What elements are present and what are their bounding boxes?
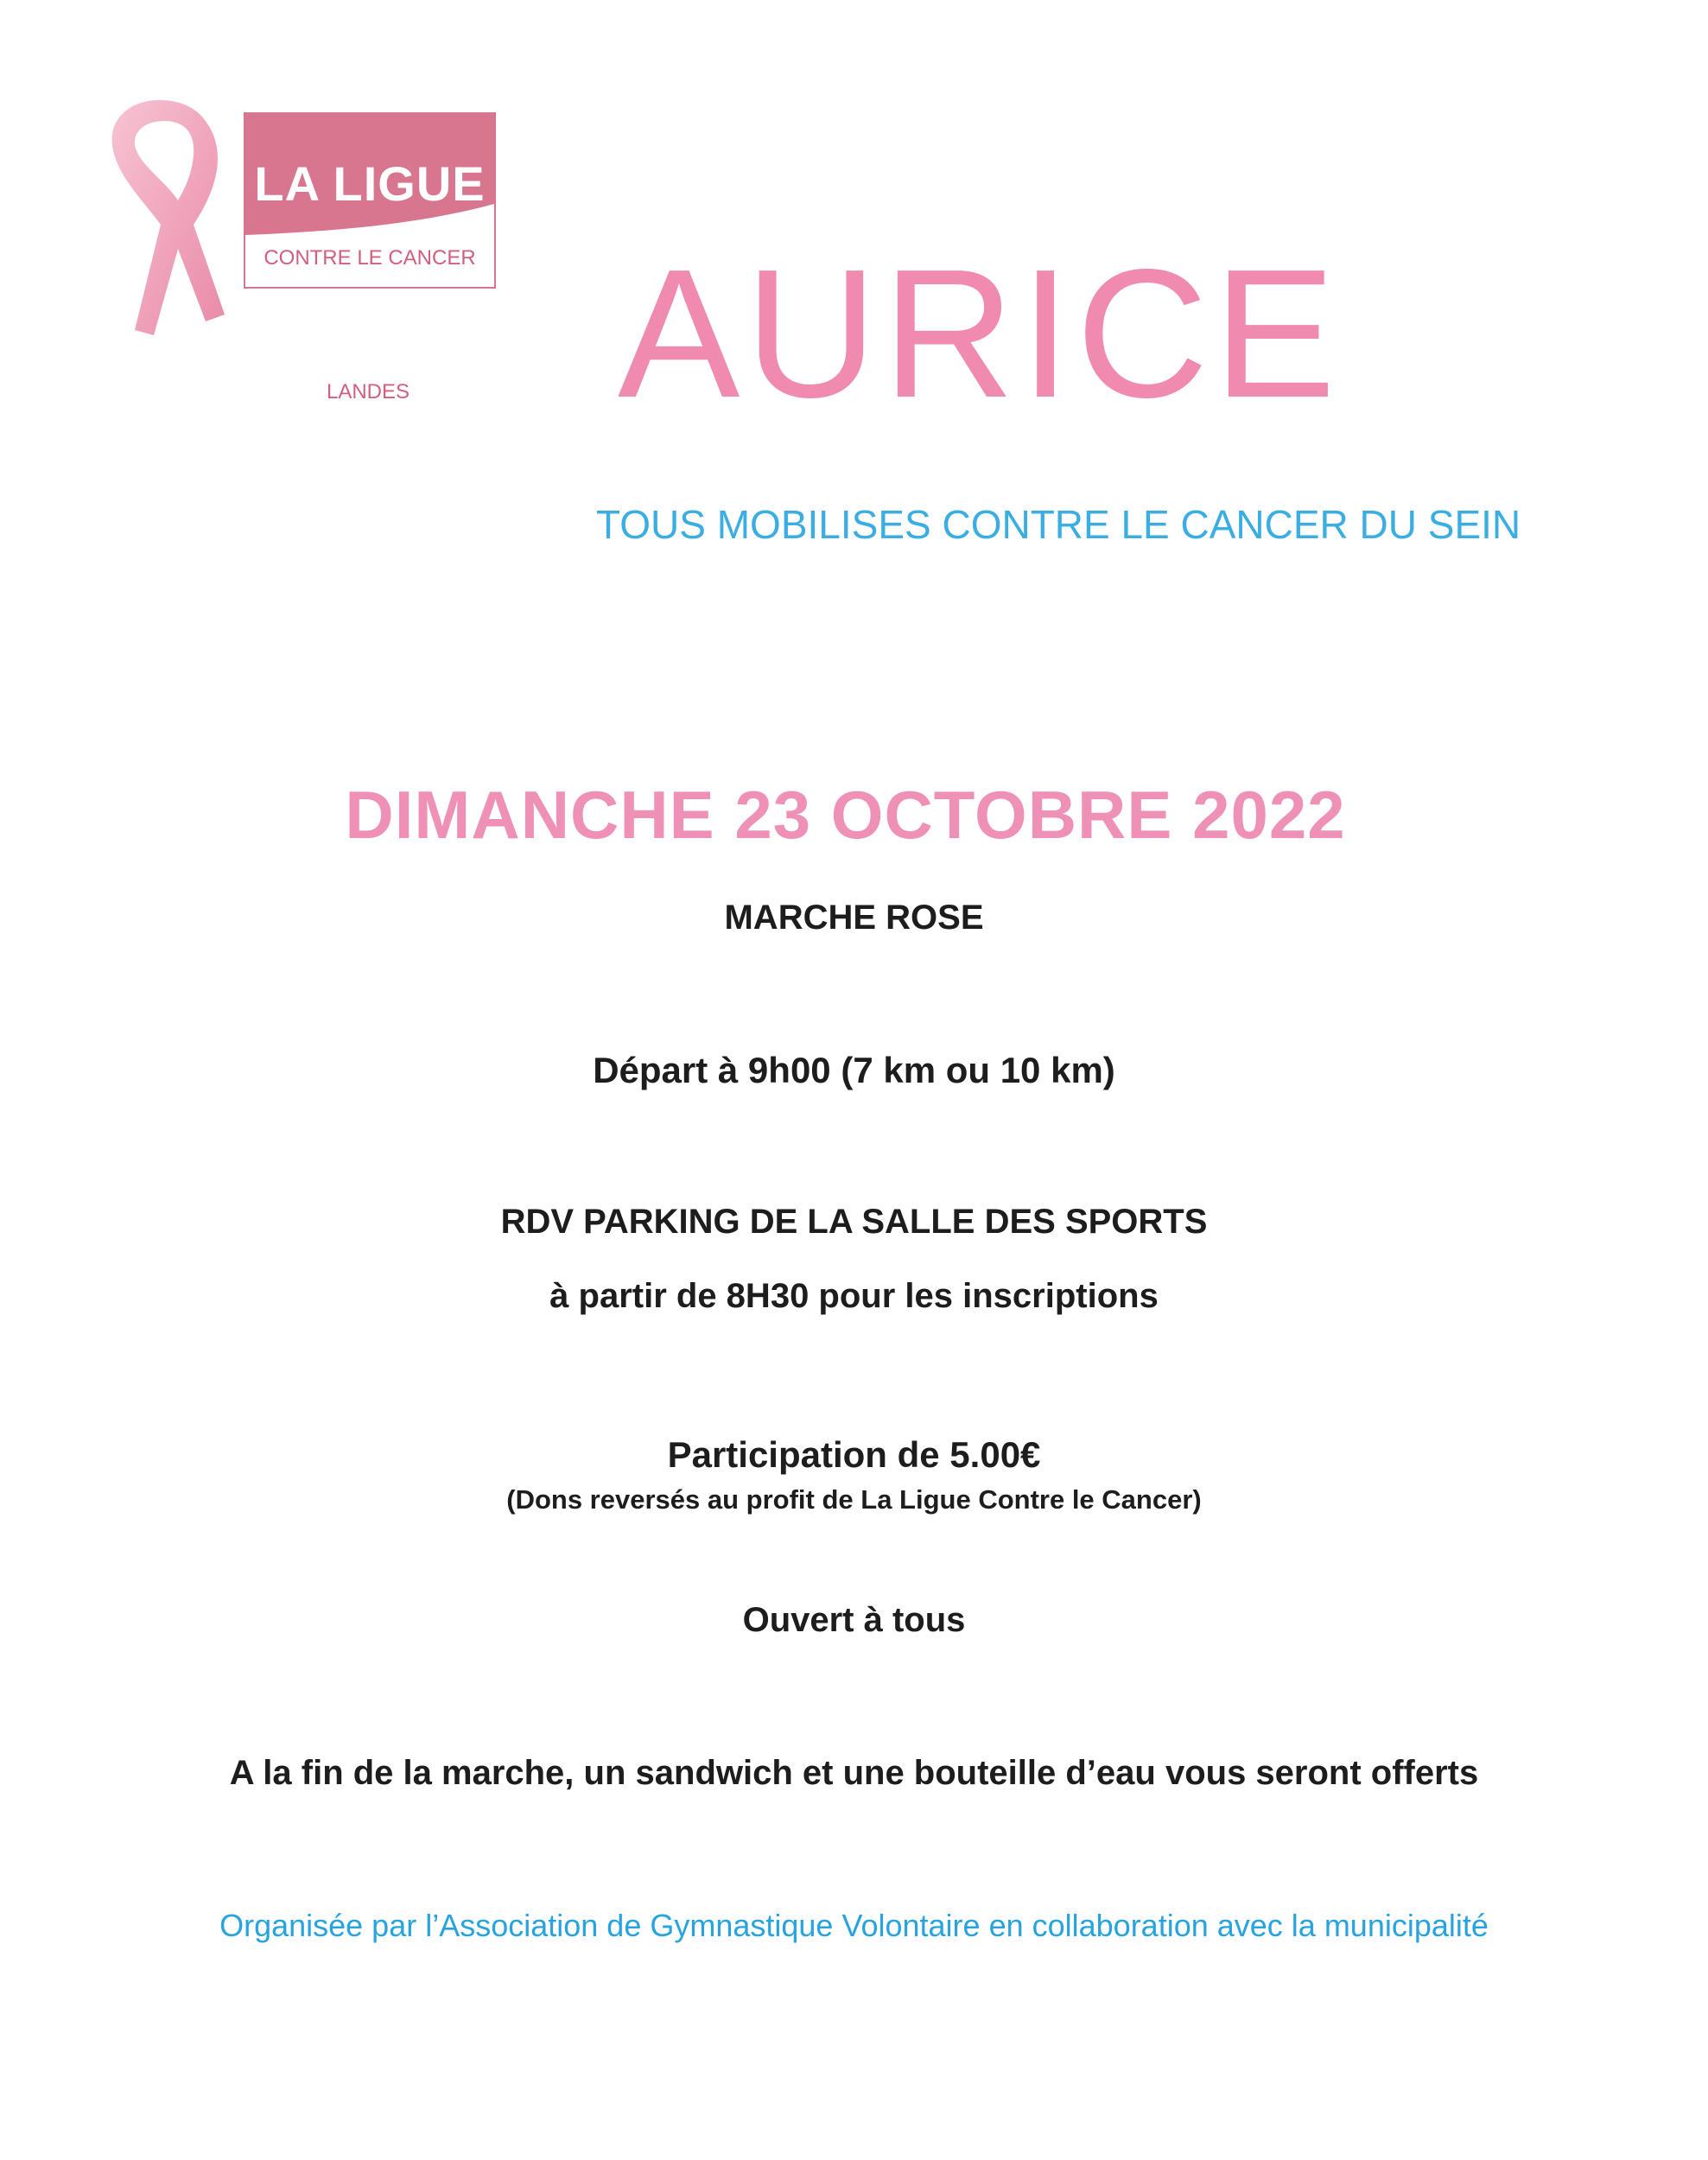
logo-name: LA LIGUE [254,156,486,211]
event-name: MARCHE ROSE [724,899,984,937]
registration-info: à partir de 8H30 pour les inscriptions [549,1277,1159,1315]
town-title: AURICE [618,231,1342,435]
tagline: TOUS MOBILISES CONTRE LE CANCER DU SEIN [596,502,1521,547]
departure-info: Départ à 9h00 (7 km ou 10 km) [593,1050,1115,1090]
refreshment-info: A la fin de la marche, un sandwich et une bouteille d’eau vous seront offerts [229,1754,1479,1792]
open-to-all: Ouvert à tous [742,1601,966,1639]
participation-fee: Participation de 5.00€ [667,1434,1041,1475]
meeting-point: RDV PARKING DE LA SALLE DES SPORTS [500,1203,1208,1241]
logo-box [244,112,496,289]
logo-region: LANDES [326,380,410,403]
logo-subtitle: CONTRE LE CANCER [264,246,476,270]
pink-ribbon-icon [104,95,233,346]
organizer-credit: Organisée par l’Association de Gymnastique Volontaire en collaboration avec la municipalité [219,1908,1489,1943]
ligue-logo [104,95,501,415]
fee-note: (Dons reversés au profit de La Ligue Contre le Cancer) [506,1484,1202,1515]
event-date: DIMANCHE 23 OCTOBRE 2022 [345,777,1346,853]
